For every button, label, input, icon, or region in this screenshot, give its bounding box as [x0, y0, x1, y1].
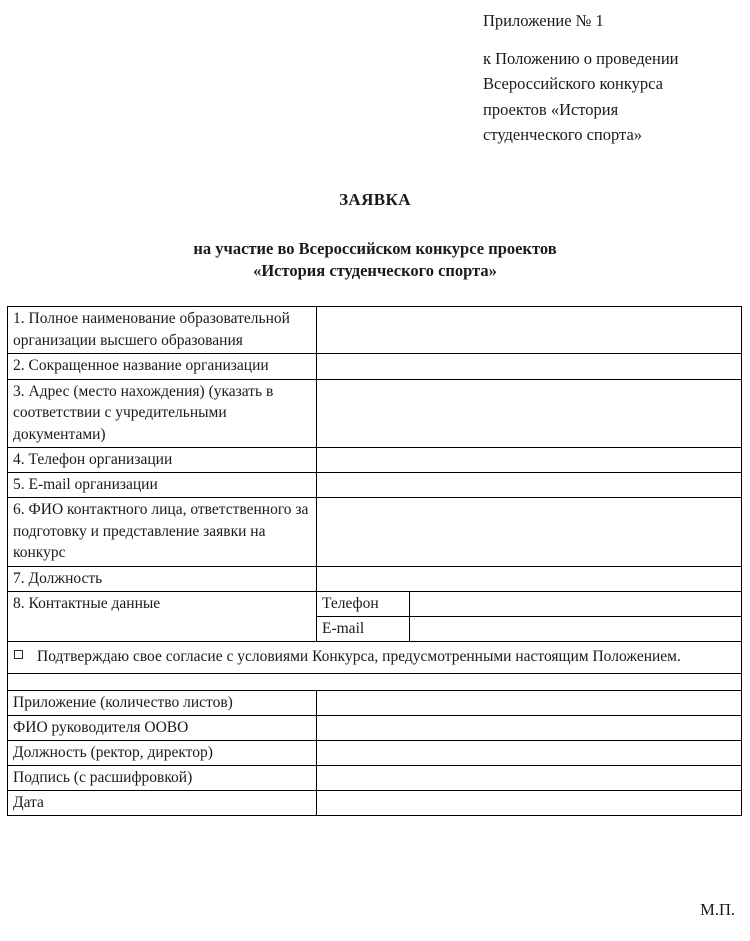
field-label-org-email: 5. E-mail организации	[8, 473, 317, 498]
field-sublabel-email: E-mail	[317, 616, 410, 641]
field-value-contact-person[interactable]	[317, 498, 742, 567]
field-label-org-phone: 4. Телефон организации	[8, 448, 317, 473]
field-label-full-name: 1. Полное наименование образовательной организации высшего образования	[8, 307, 317, 354]
field-value-head-name[interactable]	[317, 715, 742, 740]
field-value-date[interactable]	[317, 790, 742, 815]
table-row	[8, 498, 742, 567]
appendix-reference-line-2: Всероссийского конкурса	[483, 74, 663, 93]
field-value-org-phone[interactable]	[317, 448, 742, 473]
field-value-full-name[interactable]	[317, 307, 742, 354]
field-label-head-position: Должность (ректор, директор)	[8, 740, 317, 765]
field-label-head-name: ФИО руководителя ООВО	[8, 715, 317, 740]
appendix-reference-line-4: студенческого спорта»	[483, 125, 643, 144]
field-value-signature[interactable]	[317, 765, 742, 790]
application-form-table	[7, 306, 742, 816]
table-row-consent	[8, 641, 742, 673]
table-row-spacer	[8, 673, 742, 690]
field-value-contact-phone[interactable]	[410, 591, 742, 616]
field-value-short-name[interactable]	[317, 354, 742, 380]
field-label-signature: Подпись (с расшифровкой)	[8, 765, 317, 790]
subtitle-line-2: «История студенческого спорта»	[253, 261, 497, 280]
field-value-contact-email[interactable]	[410, 616, 742, 641]
appendix-reference-line-1: к Положению о проведении	[483, 48, 679, 68]
field-label-attachment-pages: Приложение (количество листов)	[8, 690, 317, 715]
table-row	[8, 790, 742, 815]
table-row	[8, 715, 742, 740]
table-row-contact-phone	[8, 591, 742, 616]
field-label-date: Дата	[8, 790, 317, 815]
consent-cell[interactable]	[8, 641, 742, 673]
spacer-cell	[8, 673, 742, 690]
field-sublabel-phone: Телефон	[317, 591, 410, 616]
table-row	[8, 765, 742, 790]
page-subtitle	[0, 238, 750, 282]
field-label-short-name: 2. Сокращенное название организации	[8, 354, 317, 380]
field-label-address: 3. Адрес (место нахождения) (указать в соответствии с учредительными документами)	[8, 379, 317, 448]
table-row	[8, 473, 742, 498]
table-row	[8, 354, 742, 380]
consent-text: Подтверждаю свое согласие с условиями Конкурса, предусмотренными настоящим Положением.	[37, 647, 681, 665]
table-row	[8, 307, 742, 354]
field-value-address[interactable]	[317, 379, 742, 448]
appendix-number: Приложение № 1	[483, 11, 604, 30]
field-label-contact-data: 8. Контактные данные	[8, 591, 317, 641]
field-value-position[interactable]	[317, 566, 742, 591]
page-title: ЗАЯВКА	[339, 190, 411, 209]
stamp-place-label: М.П.	[700, 900, 735, 919]
field-value-attachment-pages[interactable]	[317, 690, 742, 715]
appendix-header	[483, 8, 733, 148]
consent-checkbox[interactable]	[14, 650, 23, 659]
field-value-head-position[interactable]	[317, 740, 742, 765]
field-value-org-email[interactable]	[317, 473, 742, 498]
table-row	[8, 379, 742, 448]
field-label-position: 7. Должность	[8, 566, 317, 591]
table-row	[8, 740, 742, 765]
subtitle-line-1: на участие во Всероссийском конкурсе проектов	[193, 239, 557, 258]
table-row	[8, 690, 742, 715]
table-row	[8, 566, 742, 591]
field-label-contact-person: 6. ФИО контактного лица, ответственного за подготовку и представление заявки на конкурс	[8, 498, 317, 567]
appendix-reference-line-3: проектов «История	[483, 99, 619, 119]
table-row	[8, 448, 742, 473]
